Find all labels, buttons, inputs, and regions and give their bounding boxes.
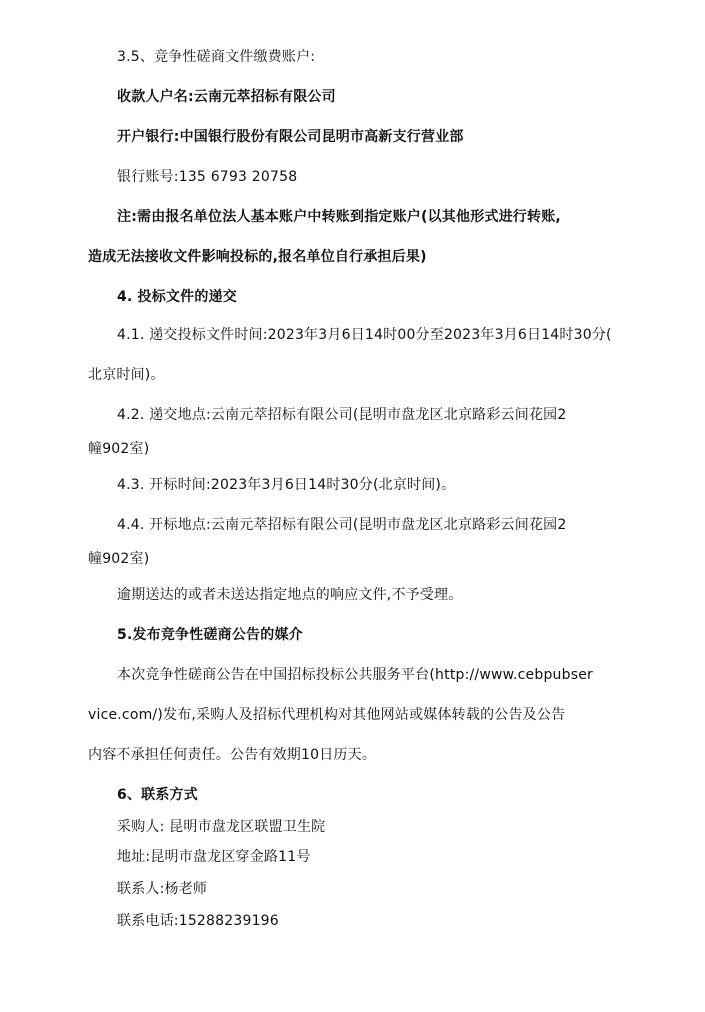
purchaser: 采购人: 昆明市盘龙区联盟卫生院 xyxy=(117,819,326,835)
section-5-heading: 5.发布竞争性磋商公告的媒介 xyxy=(117,627,303,643)
media-line-2: vice.com/)发布,采购人及招标代理机构对其他网站或媒体转载的公告及公告 xyxy=(88,707,566,723)
media-line-3: 内容不承担任何责任。公告有效期10日历天。 xyxy=(88,747,377,763)
section-3-5-heading: 3.5、竞争性磋商文件缴费账户: xyxy=(117,49,316,65)
media-line-1: 本次竞争性磋商公告在中国招标投标公共服务平台(http://www.cebpubser xyxy=(117,667,593,683)
section-6-heading: 6、联系方式 xyxy=(117,787,198,803)
purchaser-address: 地址:昆明市盘龙区穿金路11号 xyxy=(117,849,311,865)
item-4-1-line-1: 4.1. 递交投标文件时间:2023年3月6日14时00分至2023年3月6日14时30分( xyxy=(117,327,612,343)
item-4-4-line-1: 4.4. 开标地点:云南元萃招标有限公司(昆明市盘龙区北京路彩云间花园2 xyxy=(117,517,567,533)
transfer-note-line-2: 造成无法接收文件影响投标的,报名单位自行承担后果) xyxy=(88,249,427,265)
item-4-1-line-2: 北京时间)。 xyxy=(88,367,165,383)
item-4-2-line-1: 4.2. 递交地点:云南元萃招标有限公司(昆明市盘龙区北京路彩云间花园2 xyxy=(117,407,567,423)
item-4-4-line-2: 幢902室) xyxy=(88,551,150,567)
contact-person: 联系人:杨老师 xyxy=(117,881,208,897)
payee-name: 收款人户名:云南元萃招标有限公司 xyxy=(117,89,336,105)
item-4-2-line-2: 幢902室) xyxy=(88,441,150,457)
bank-name: 开户银行:中国银行股份有限公司昆明市高新支行营业部 xyxy=(117,129,464,145)
transfer-note-line-1: 注:需由报名单位法人基本账户中转账到指定账户(以其他形式进行转账, xyxy=(117,209,561,225)
section-4-heading: 4. 投标文件的递交 xyxy=(117,289,237,305)
item-4-3: 4.3. 开标时间:2023年3月6日14时30分(北京时间)。 xyxy=(117,477,456,493)
late-submission-note: 逾期送达的或者未送达指定地点的响应文件,不予受理。 xyxy=(117,587,463,603)
contact-phone: 联系电话:15288239196 xyxy=(117,913,279,929)
bank-account: 银行账号:135 6793 20758 xyxy=(117,169,298,185)
